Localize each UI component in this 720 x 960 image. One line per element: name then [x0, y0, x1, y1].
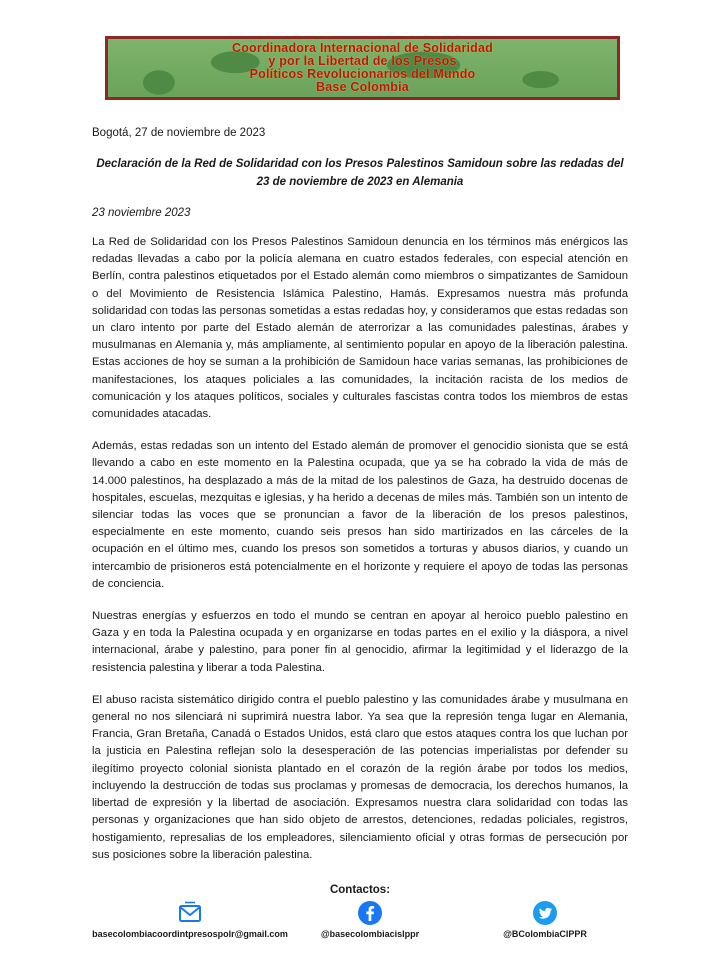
paragraph-2: Además, estas redadas son un intento del Estado alemán de promover el genocidio sionista que se está llevando a cabo en este momento en la Palestina ocupada, que ya se ha cobrado la vida de más de 14.000 palestinos, ha desplazado a más de la mitad de los palestinos de Gaza, ha destruido docenas de hospitales, escuelas, mezquitas e iglesias, y ha herido a decenas de miles más. También son un intento de silenciar todas las voces que se pronuncian a favor de la liberación de los presos palestinos, especialmente en este momento, cuando seis presos han sido martirizados en las cárceles de la ocupación en el último mes, cuando los presos son sometidos a torturas y abusos diarios, y cuando un intercambio de prisioneros está potencialmente en el horizonte y requiere el apoyo de todas las personas de conciencia. — [92, 440, 628, 590]
header-banner — [105, 36, 620, 100]
banner-line-2: y por la Libertad de los Presos — [268, 54, 457, 68]
document-body — [92, 234, 628, 879]
banner-line-4: Base Colombia — [316, 80, 409, 94]
contact-twitter[interactable] — [465, 900, 625, 939]
paragraph-4: El abuso racista sistemático dirigido contra el pueblo palestino y las comunidades árabe y musulmana en general no nos silenciará ni suprimirá nuestra labor. Ya sea que la represión tenga lugar en Alemania, Francia, Gran Bretaña, Canadá o Estados Unidos, está claro que estos ataques contra los que luchan por la justicia en Palestina reflejan solo la desesperación de las potencias imperialistas por defender su ilegítimo proyecto colonial sionista plantado en el corazón de la región árabe por todos los medios, incluyendo la destrucción de todas sus proclamas y promesas de democracia, los derechos humanos, la libertad de expresión y la libertad de asociación. Expresamos nuestra clara solidaridad con todas las personas y organizaciones que han sido objeto de arrestos, detenciones, redadas policiales, registros, hostigamiento, represalias de los empleadores, silenciamiento oficial y otras formas de persecución por sus posiciones sobre la liberación palestina. — [92, 693, 628, 861]
email-label: basecolombiacoordintpresospolr@gmail.com — [92, 929, 288, 939]
contacts-heading: Contactos: — [329, 884, 391, 896]
banner-line-3: Políticos Revolucionarios del Mundo — [249, 67, 476, 81]
contact-facebook[interactable] — [300, 900, 440, 939]
paragraph-3: Nuestras energías y esfuerzos en todo el mundo se centran en apoyar al heroico pueblo palestino en Gaza y en toda la Palestina ocupada y en organizarse en todas partes en el exilio y la diáspora, a nivel internacional, árabe y palestino, para poner fin al genocidio, afirmar la legitimidad y el liderazgo de la resistencia palestina y liberar a toda Palestina. — [92, 610, 628, 674]
twitter-icon — [532, 900, 558, 926]
facebook-icon — [357, 900, 383, 926]
document-date: Bogotá, 27 de noviembre de 2023 — [92, 127, 266, 139]
twitter-label: @BColombiaCIPPR — [503, 929, 587, 939]
banner-line-1: Coordinadora Internacional de Solidaridad — [231, 41, 493, 55]
contact-email[interactable] — [90, 900, 290, 939]
declaration-date: 23 noviembre 2023 — [92, 207, 191, 219]
email-icon — [177, 900, 203, 926]
declaration-title: Declaración de la Red de Solidaridad con los Presos Palestinos Samidoun sobre las redadas del 23 de noviembre de 2023 en Alemania — [96, 158, 624, 188]
paragraph-1: La Red de Solidaridad con los Presos Palestinos Samidoun denuncia en los términos más enérgicos las redadas llevadas a cabo por la policía alemana en cuatro estados federales, con especial atención en Berlín, contra palestinos etiquetados por el Estado alemán como miembros o simpatizantes de Samidoun o del Movimiento de Resistencia Islámica Palestino, Hamás. Expresamos nuestra más profunda solidaridad con todas las personas sometidas a estas redadas hoy, y consideramos que estas redadas son un claro intento por parte del Estado alemán de aterrorizar a las comunidades palestinas, árabes y musulmanas en Alemania y, más ampliamente, al sentimiento popular en apoyo de la liberación palestina. Estas acciones de hoy se suman a la prohibición de Samidoun hace varias semanas, las prohibiciones de manifestaciones, los ataques policiales a las comunidades, la incitación racista de los medios de comunicación y los ataques políticos, sociales y culturales fascistas contra todos los miembros de estas comunidades atacadas. — [92, 236, 628, 421]
facebook-label: @basecolombiacislppr — [320, 929, 420, 939]
